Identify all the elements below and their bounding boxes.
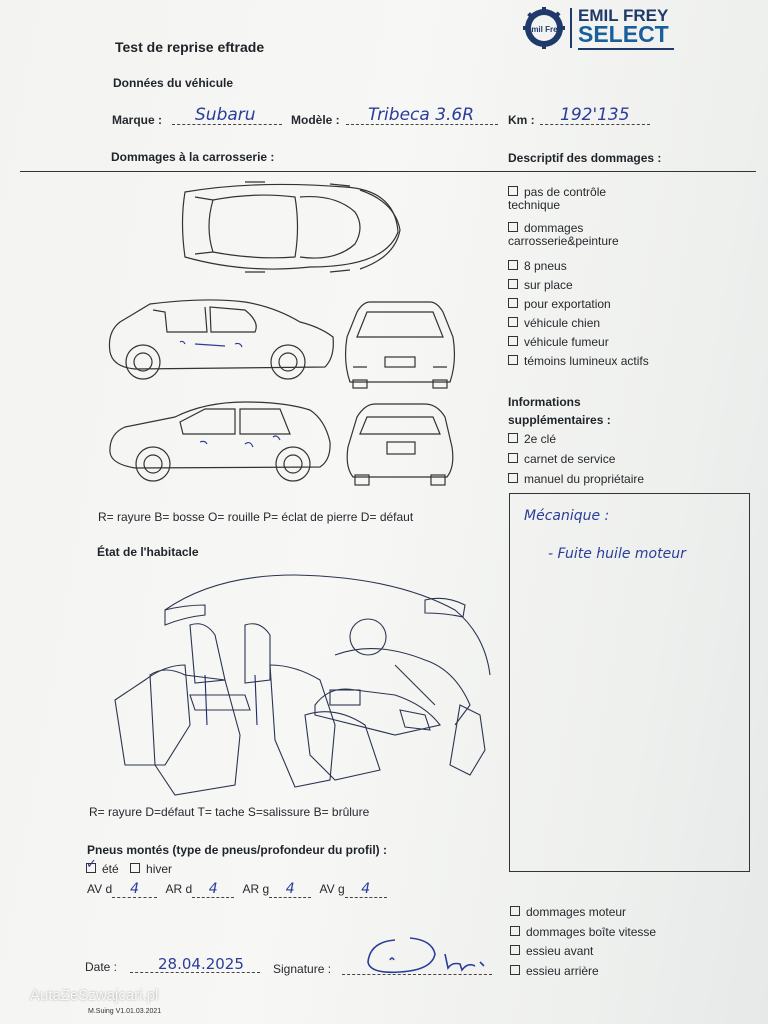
tire-depth-row xyxy=(87,881,387,898)
desc-item-0[interactable]: pas de contrôle technique xyxy=(508,185,607,212)
desc-item-6[interactable]: véhicule fumeur xyxy=(508,336,609,349)
logo-divider xyxy=(570,8,572,48)
checkbox-icon[interactable] xyxy=(508,222,518,232)
checkbox-icon[interactable] xyxy=(508,433,518,443)
checkbox-icon[interactable] xyxy=(508,279,518,289)
checkmark-icon: ✓ xyxy=(86,857,97,872)
checkbox-icon[interactable] xyxy=(508,355,518,365)
km-value: 192'135 xyxy=(560,105,630,125)
info-item-2[interactable]: manuel du propriétaire xyxy=(508,473,644,486)
bottom-option-2[interactable]: essieu avant xyxy=(510,945,593,958)
checkbox-icon[interactable] xyxy=(508,298,518,308)
checkbox-icon[interactable] xyxy=(510,926,520,936)
date-value: 28.04.2025 xyxy=(158,955,244,973)
summer-label: été xyxy=(102,862,119,876)
model-value: Tribeca 3.6R xyxy=(368,105,475,125)
av-d-field[interactable] xyxy=(112,881,157,898)
ar-g-label: AR g xyxy=(242,882,270,896)
km-label: Km : xyxy=(508,113,535,127)
tires-heading: Pneus montés (type de pneus/profondeur du profil) : xyxy=(87,843,388,857)
watermark: AutaZeSzwajcari.pl xyxy=(30,987,159,1004)
car-top-view-icon xyxy=(183,182,401,272)
brand-label: Marque : xyxy=(112,113,163,127)
av-g-label: AV g xyxy=(319,882,345,896)
brand-logo xyxy=(520,6,680,54)
av-d-value: 4 xyxy=(130,881,140,897)
car-front-view-icon xyxy=(346,302,455,388)
logo-line1: EMIL FREY xyxy=(578,6,669,25)
logo-line2: SELECT xyxy=(578,21,669,47)
checkbox-icon[interactable] xyxy=(508,186,518,196)
damage-description-heading: Descriptif des dommages : xyxy=(508,151,662,165)
date-label: Date : xyxy=(85,960,118,974)
ar-d-value: 4 xyxy=(208,881,218,897)
checkbox-icon[interactable] xyxy=(508,336,518,346)
vehicle-heading: Données du véhicule xyxy=(113,76,234,90)
checkbox-icon[interactable] xyxy=(508,260,518,270)
car-interior-diagram-icon xyxy=(95,565,495,800)
ar-d-field[interactable] xyxy=(192,881,234,898)
checkbox-icon[interactable] xyxy=(508,317,518,327)
ar-d-label: AR d xyxy=(165,882,193,896)
additional-info-heading: Informations supplémentaires : xyxy=(508,395,611,427)
av-g-field[interactable] xyxy=(345,881,387,898)
checkbox-icon[interactable] xyxy=(510,945,520,955)
desc-item-5[interactable]: véhicule chien xyxy=(508,317,600,330)
winter-checkbox[interactable] xyxy=(130,863,140,873)
car-side-view-rear-icon xyxy=(110,402,330,481)
bottom-option-0[interactable]: dommages moteur xyxy=(510,906,626,919)
body-damage-legend: R= rayure B= bosse O= rouille P= éclat de pierre D= défaut xyxy=(98,510,414,524)
checkbox-icon[interactable] xyxy=(508,453,518,463)
cog-badge-icon xyxy=(520,6,568,54)
checkbox-icon[interactable] xyxy=(510,965,520,975)
bottom-option-3[interactable]: essieu arrière xyxy=(510,965,599,978)
desc-item-1[interactable]: dommages carrosserie&peinture xyxy=(508,221,619,248)
badge-text: Emil Frey xyxy=(525,25,563,34)
interior-legend: R= rayure D=défaut T= tache S=salissure B= brûlure xyxy=(89,805,370,819)
logo-underline xyxy=(578,48,674,50)
tire-type-row xyxy=(86,857,173,876)
notes-line-1: Mécanique : xyxy=(524,508,610,524)
winter-label: hiver xyxy=(146,862,173,876)
notes-line-2: - Fuite huile moteur xyxy=(548,546,686,562)
av-d-label: AV d xyxy=(87,882,113,896)
signature-icon xyxy=(360,932,495,982)
notes-box[interactable] xyxy=(509,493,750,872)
interior-heading: État de l'habitacle xyxy=(97,545,199,559)
desc-item-3[interactable]: sur place xyxy=(508,279,573,292)
summer-checkbox[interactable] xyxy=(86,857,97,873)
brand-value: Subaru xyxy=(195,105,256,125)
form-title: Test de reprise eftrade xyxy=(115,39,265,55)
desc-item-7[interactable]: témoins lumineux actifs xyxy=(508,355,649,368)
ar-g-value: 4 xyxy=(285,881,295,897)
car-rear-view-icon xyxy=(347,404,453,485)
bottom-option-1[interactable]: dommages boîte vitesse xyxy=(510,926,656,939)
av-g-value: 4 xyxy=(361,881,371,897)
desc-item-4[interactable]: pour exportation xyxy=(508,298,611,311)
model-label: Modèle : xyxy=(291,113,340,127)
car-diagrams xyxy=(95,172,475,492)
desc-item-2[interactable]: 8 pneus xyxy=(508,260,567,273)
info-item-1[interactable]: carnet de service xyxy=(508,453,615,466)
signature-label: Signature : xyxy=(273,962,332,976)
ar-g-field[interactable] xyxy=(269,881,311,898)
checkbox-icon[interactable] xyxy=(510,906,520,916)
car-side-view-front-icon xyxy=(109,300,333,379)
body-damage-heading: Dommages à la carrosserie : xyxy=(111,150,275,164)
version-text: M.Suing V1.01.03.2021 xyxy=(88,1008,162,1015)
info-item-0[interactable]: 2e clé xyxy=(508,433,556,446)
checkbox-icon[interactable] xyxy=(508,473,518,483)
